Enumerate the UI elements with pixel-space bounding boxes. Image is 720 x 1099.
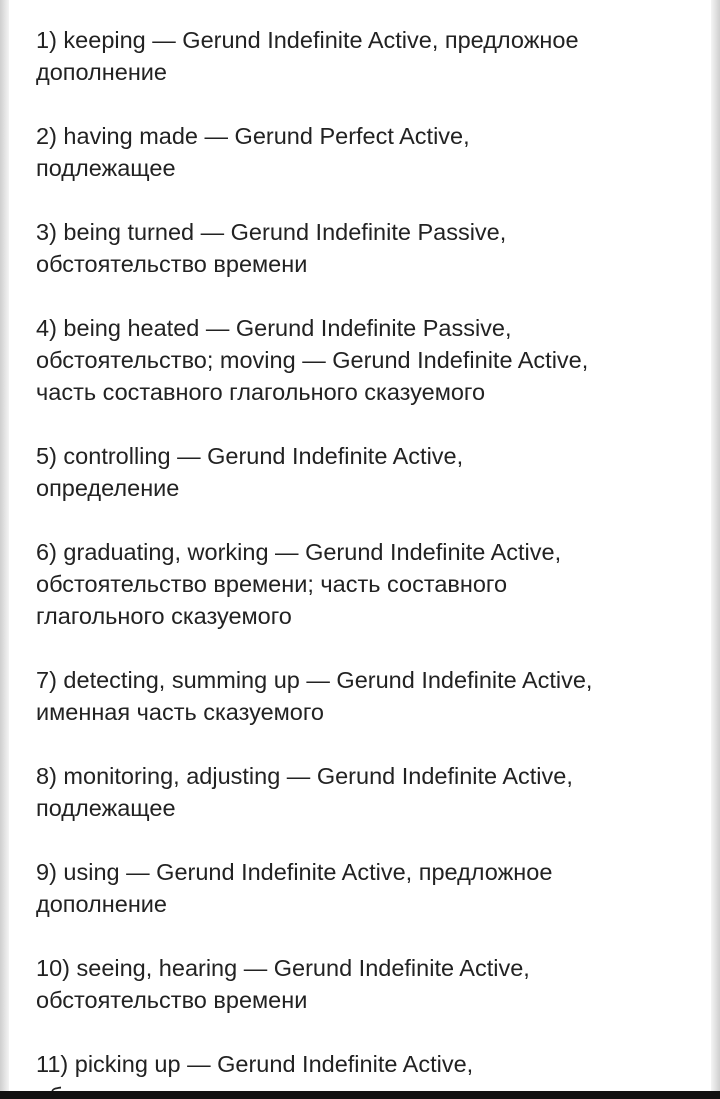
answer-item-11: 11) picking up — Gerund Indefinite Active, (36, 1051, 474, 1077)
answer-item-4: 4) being heated — Gerund Indefinite Passive, обстоятельство; moving — Gerund Indefinite Active, часть составного глагольного сказуемого (36, 315, 589, 405)
right-page-edge (711, 0, 720, 1099)
answer-item-8: 8) monitoring, adjusting — Gerund Indefinite Active, подлежащее (36, 763, 573, 821)
answer-item-5: 5) controlling — Gerund Indefinite Active, определение (36, 443, 464, 501)
answer-item-7: 7) detecting, summing up — Gerund Indefinite Active, именная часть сказуемого (36, 667, 593, 725)
answer-list (36, 24, 686, 1099)
answer-item-6: 6) graduating, working — Gerund Indefinite Active, обстоятельство времени; часть составного глагольного сказуемого (36, 539, 562, 629)
answer-item-9: 9) using — Gerund Indefinite Active, предложное дополнение (36, 859, 553, 917)
answer-item-1: 1) keeping — Gerund Indefinite Active, предложное дополнение (36, 27, 579, 85)
left-page-edge (0, 0, 9, 1099)
answer-item-10: 10) seeing, hearing — Gerund Indefinite Active, обстоятельство времени (36, 955, 530, 1013)
answer-item-3: 3) being turned — Gerund Indefinite Passive, обстоятельство времени (36, 219, 507, 277)
answer-item-2: 2) having made — Gerund Perfect Active, подлежащее (36, 123, 470, 181)
bottom-bar (0, 1091, 720, 1099)
